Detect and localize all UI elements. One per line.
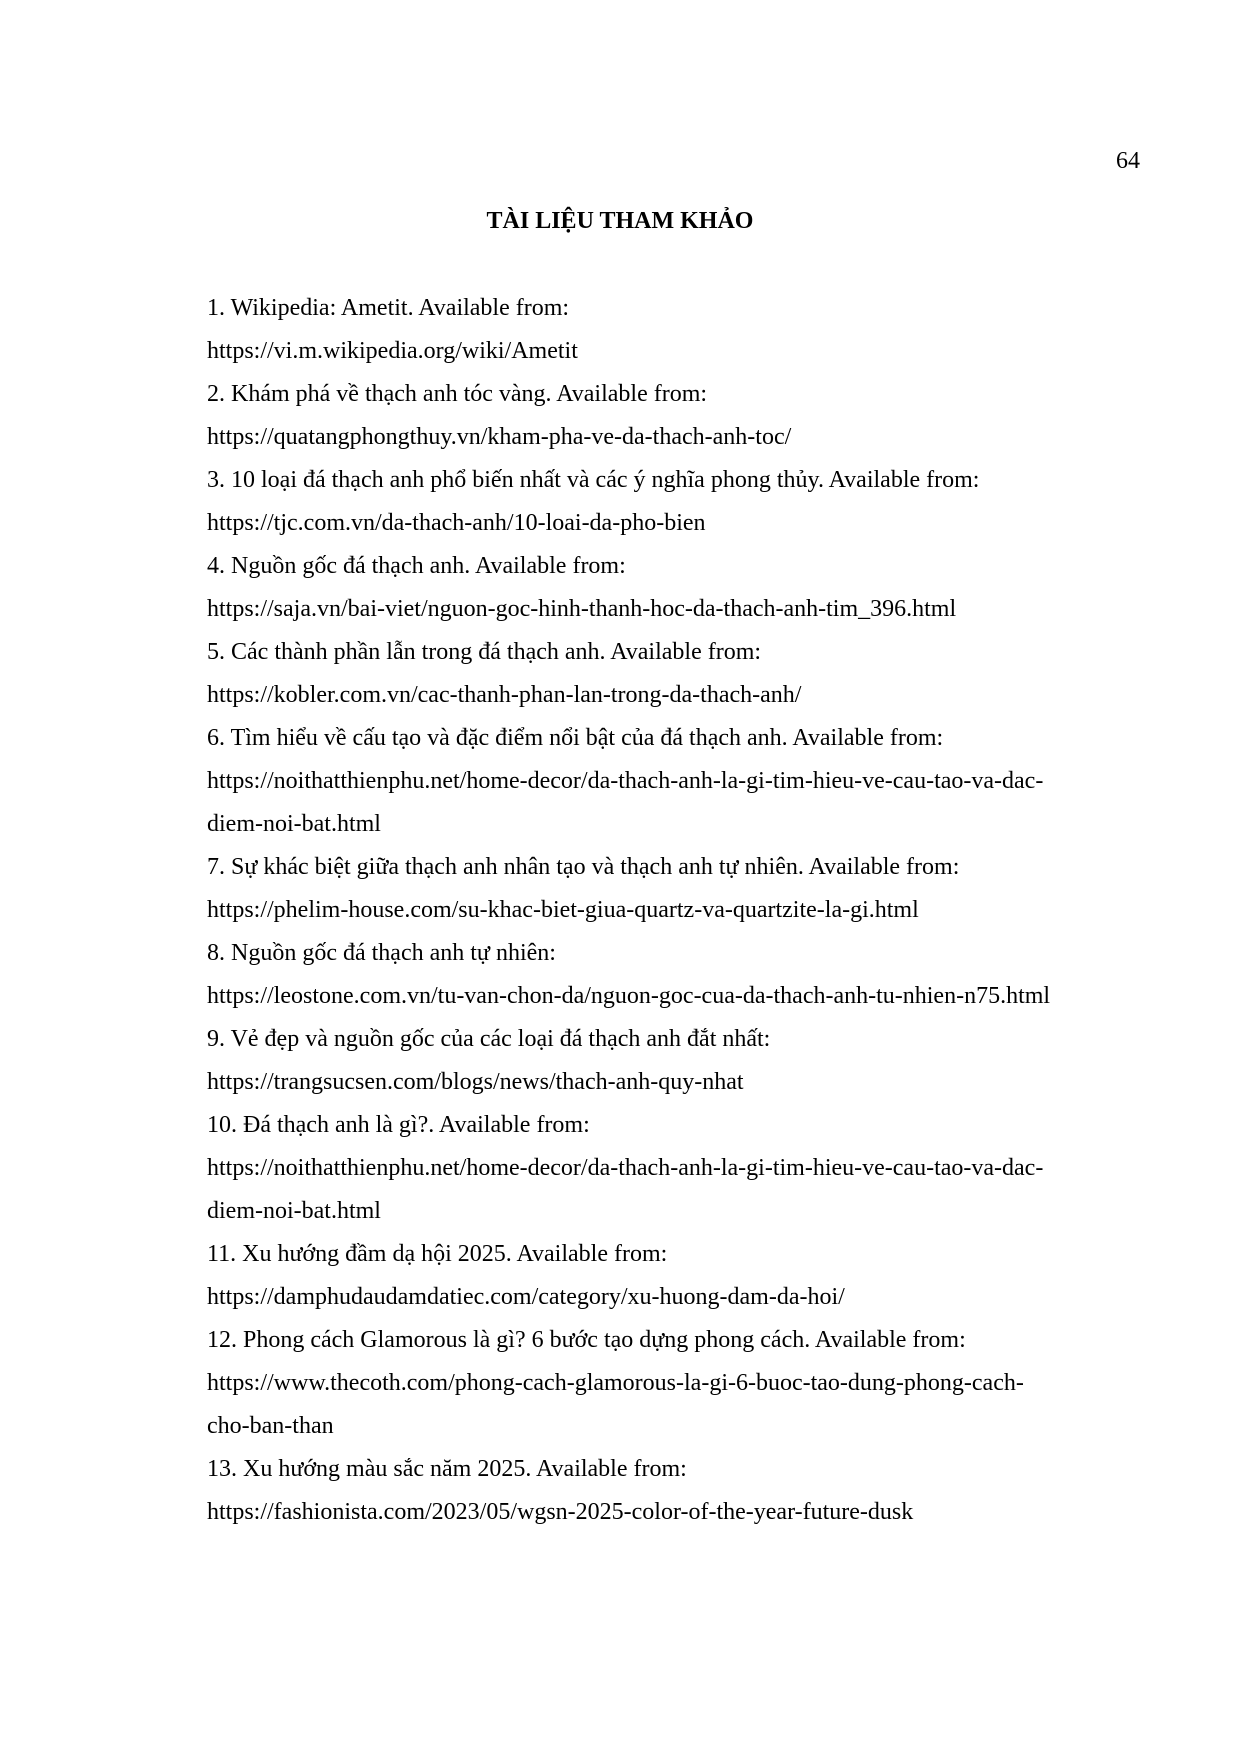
reference-url[interactable]: https://kobler.com.vn/cac-thanh-phan-lan-trong-da-thach-anh/ <box>207 682 802 708</box>
reference-url[interactable]: https://noithatthienphu.net/home-decor/da-thach-anh-la-gi-tim-hieu-ve-cau-tao-va-dac- <box>207 768 1044 794</box>
reference-item <box>207 1448 1087 1534</box>
reference-item <box>207 631 1087 717</box>
reference-text: 6. Tìm hiểu về cấu tạo và đặc điểm nổi bật của đá thạch anh. Available from: <box>207 725 944 751</box>
reference-text: 13. Xu hướng màu sắc năm 2025. Available from: <box>207 1456 687 1482</box>
reference-text: 7. Sự khác biệt giữa thạch anh nhân tạo và thạch anh tự nhiên. Available from: <box>207 854 960 880</box>
reference-url[interactable]: https://fashionista.com/2023/05/wgsn-2025-color-of-the-year-future-dusk <box>207 1499 914 1525</box>
reference-item <box>207 373 1087 459</box>
page-title: TÀI LIỆU THAM KHẢO <box>486 208 754 234</box>
reference-item <box>207 1104 1087 1233</box>
reference-text: 2. Khám phá về thạch anh tóc vàng. Available from: <box>207 381 708 407</box>
reference-text: 4. Nguồn gốc đá thạch anh. Available from: <box>207 553 626 579</box>
reference-item <box>207 717 1087 846</box>
reference-url[interactable]: https://leostone.com.vn/tu-van-chon-da/nguon-goc-cua-da-thach-anh-tu-nhien-n75.html <box>207 983 1051 1009</box>
reference-text: 11. Xu hướng đầm dạ hội 2025. Available from: <box>207 1241 668 1267</box>
reference-url[interactable]: https://saja.vn/bai-viet/nguon-goc-hinh-thanh-hoc-da-thach-anh-tim_396.html <box>207 596 957 622</box>
reference-item <box>207 846 1087 932</box>
reference-list <box>207 287 1087 1534</box>
reference-url[interactable]: https://phelim-house.com/su-khac-biet-giua-quartz-va-quartzite-la-gi.html <box>207 897 919 923</box>
reference-item <box>207 1319 1087 1448</box>
reference-url-continued[interactable]: diem-noi-bat.html <box>207 811 381 837</box>
reference-url[interactable]: https://trangsucsen.com/blogs/news/thach-anh-quy-nhat <box>207 1069 744 1095</box>
reference-text: 5. Các thành phần lẫn trong đá thạch anh. Available from: <box>207 639 762 665</box>
reference-text: 1. Wikipedia: Ametit. Available from: <box>207 295 570 321</box>
reference-url[interactable]: https://tjc.com.vn/da-thach-anh/10-loai-da-pho-bien <box>207 510 706 536</box>
reference-text: 8. Nguồn gốc đá thạch anh tự nhiên: <box>207 940 556 966</box>
reference-url[interactable]: https://vi.m.wikipedia.org/wiki/Ametit <box>207 338 578 364</box>
reference-text: 12. Phong cách Glamorous là gì? 6 bước tạo dựng phong cách. Available from: <box>207 1327 966 1353</box>
reference-text: 3. 10 loại đá thạch anh phổ biến nhất và các ý nghĩa phong thủy. Available from: <box>207 467 980 493</box>
reference-url-continued[interactable]: cho-ban-than <box>207 1413 334 1439</box>
reference-item <box>207 932 1087 1018</box>
reference-item <box>207 287 1087 373</box>
reference-url[interactable]: https://www.thecoth.com/phong-cach-glamorous-la-gi-6-buoc-tao-dung-phong-cach- <box>207 1370 1024 1396</box>
reference-item <box>207 1018 1087 1104</box>
reference-url[interactable]: https://noithatthienphu.net/home-decor/da-thach-anh-la-gi-tim-hieu-ve-cau-tao-va-dac- <box>207 1155 1044 1181</box>
reference-url[interactable]: https://quatangphongthuy.vn/kham-pha-ve-da-thach-anh-toc/ <box>207 424 792 450</box>
reference-item <box>207 545 1087 631</box>
page-number: 64 <box>1116 148 1140 174</box>
reference-text: 10. Đá thạch anh là gì?. Available from: <box>207 1112 590 1138</box>
reference-url-continued[interactable]: diem-noi-bat.html <box>207 1198 381 1224</box>
reference-item <box>207 459 1087 545</box>
reference-url[interactable]: https://damphudaudamdatiec.com/category/xu-huong-dam-da-hoi/ <box>207 1284 845 1310</box>
reference-text: 9. Vẻ đẹp và nguồn gốc của các loại đá thạch anh đắt nhất: <box>207 1026 771 1052</box>
reference-item <box>207 1233 1087 1319</box>
